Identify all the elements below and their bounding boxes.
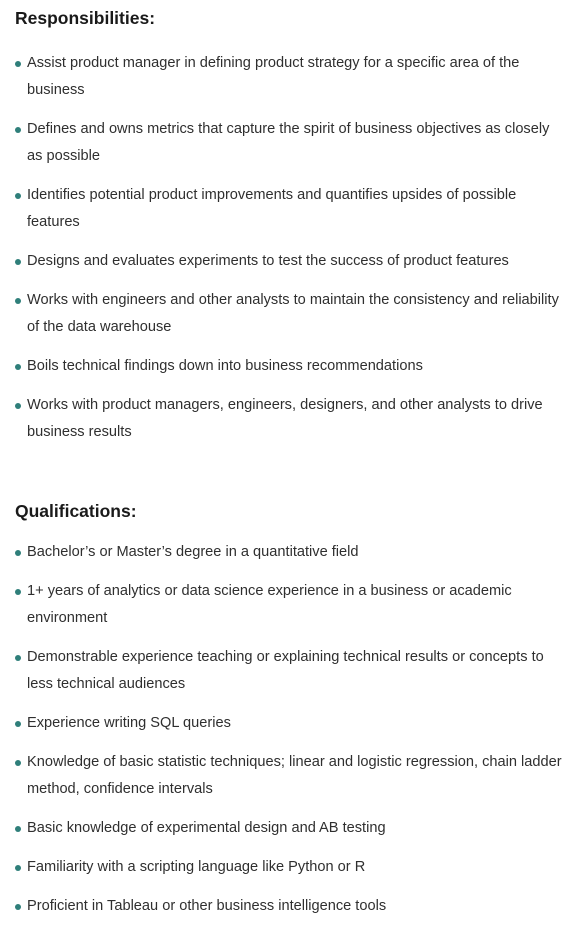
responsibilities-heading: Responsibilities: bbox=[15, 8, 156, 28]
bullet-dot-icon bbox=[15, 61, 21, 67]
bullet-dot-icon bbox=[15, 298, 21, 304]
list-item-text: Works with engineers and other analysts to maintain the consistency and reliability of the data warehouse bbox=[27, 292, 559, 335]
bullet-dot-icon bbox=[15, 655, 21, 661]
list-item-text: Bachelor’s or Master’s degree in a quantitative field bbox=[27, 544, 359, 560]
bullet-dot-icon bbox=[15, 904, 21, 910]
qualifications-list bbox=[15, 539, 578, 920]
list-item-text: Boils technical findings down into business recommendations bbox=[27, 358, 423, 374]
bullet-dot-icon bbox=[15, 826, 21, 832]
list-item-text: Experience writing SQL queries bbox=[27, 715, 231, 731]
list-item bbox=[15, 815, 567, 842]
bullet-dot-icon bbox=[15, 259, 21, 265]
list-item-text: Identifies potential product improvements and quantifies upsides of possible features bbox=[27, 187, 517, 230]
bullet-dot-icon bbox=[15, 403, 21, 409]
list-item bbox=[15, 287, 567, 341]
list-item-text: 1+ years of analytics or data science experience in a business or academic environment bbox=[27, 583, 512, 626]
list-item bbox=[15, 578, 567, 632]
bullet-dot-icon bbox=[15, 589, 21, 595]
list-item bbox=[15, 50, 567, 104]
bullet-dot-icon bbox=[15, 760, 21, 766]
list-item-text: Knowledge of basic statistic techniques; linear and logistic regression, chain ladder method, confidence intervals bbox=[27, 754, 562, 797]
list-item-text: Basic knowledge of experimental design and AB testing bbox=[27, 820, 386, 836]
list-item bbox=[15, 539, 567, 566]
list-item bbox=[15, 116, 567, 170]
list-item bbox=[15, 644, 567, 698]
list-item-text: Familiarity with a scripting language like Python or R bbox=[27, 859, 366, 875]
list-item bbox=[15, 392, 567, 446]
list-item-text: Defines and owns metrics that capture the spirit of business objectives as closely as possible bbox=[27, 121, 550, 164]
list-item-text: Demonstrable experience teaching or explaining technical results or concepts to less technical audiences bbox=[27, 649, 544, 692]
responsibilities-list bbox=[15, 50, 578, 446]
bullet-dot-icon bbox=[15, 193, 21, 199]
list-item bbox=[15, 353, 567, 380]
bullet-dot-icon bbox=[15, 364, 21, 370]
list-item bbox=[15, 749, 567, 803]
bullet-dot-icon bbox=[15, 550, 21, 556]
bullet-dot-icon bbox=[15, 721, 21, 727]
list-item-text: Works with product managers, engineers, designers, and other analysts to drive business results bbox=[27, 397, 543, 440]
bullet-dot-icon bbox=[15, 865, 21, 871]
qualifications-heading: Qualifications: bbox=[15, 501, 137, 521]
bullet-dot-icon bbox=[15, 127, 21, 133]
list-item-text: Assist product manager in defining product strategy for a specific area of the business bbox=[27, 55, 520, 98]
list-item bbox=[15, 248, 567, 275]
list-item-text: Designs and evaluates experiments to test the success of product features bbox=[27, 253, 509, 269]
list-item bbox=[15, 893, 567, 920]
list-item-text: Proficient in Tableau or other business intelligence tools bbox=[27, 898, 387, 914]
list-item bbox=[15, 182, 567, 236]
list-item bbox=[15, 854, 567, 881]
list-item bbox=[15, 710, 567, 737]
